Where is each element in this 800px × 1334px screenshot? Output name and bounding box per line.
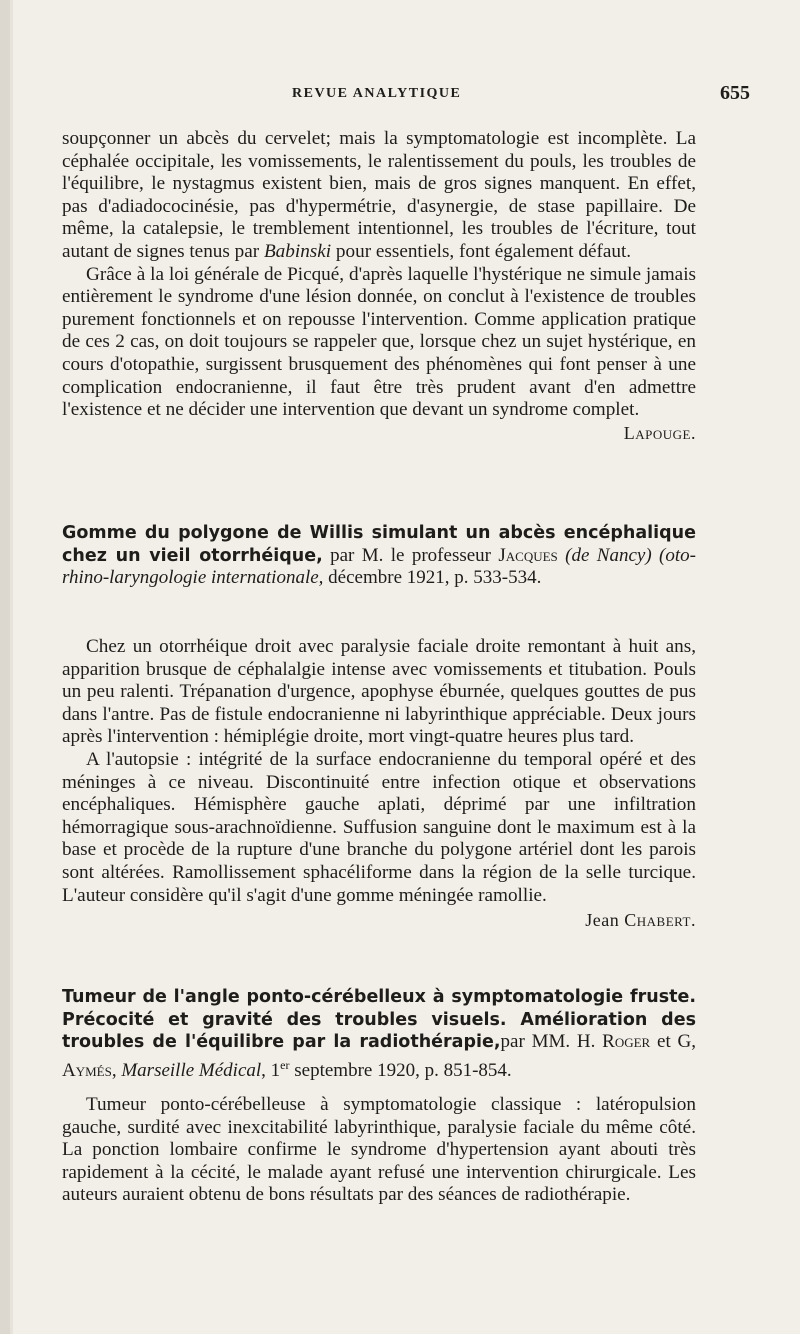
paragraph: A l'autopsie : intégrité de la surface endocranienne du temporal opéré et des méninges à ce niveau. Discontinuité entre infection otique et observations encéphaliques. Hémisphère gauche aplati, déprimé par une infiltration hémorragique sous-arachnoïdienne. Suffusion sanguine dont le maximum est à la base et procède de la rupture d'une branche du polygone artériel dont les parois sont altérées. Ramollissement sphacéliforme dans la région de la selle turcique. L'auteur considère qu'il s'agit d'une gomme méningée ramollie. <box>62 748 696 906</box>
page-number: 655 <box>720 82 750 104</box>
journal-name: (oto-rhino-laryngologie internationale, <box>62 544 696 589</box>
author-signature: Lapouge. <box>623 422 696 443</box>
publication-date: septembre 1920, p. 851-854. <box>289 1059 512 1081</box>
author-name: Jacques <box>498 544 558 566</box>
article-body <box>62 636 696 932</box>
article-body <box>62 1094 696 1207</box>
paragraph: soupçonner un abcès du cervelet; mais la symptomatologie est incomplète. La céphalée occipitale, les vomissements, le ralentissement du pouls, les troubles de l'équilibre, le nystagmus existent bien, mais de gros signes manquent. En effet, pas d'adiadococinésie, pas d'hypermétrie, d'asynergie, de stase papillaire. De même, la catalepsie, le tremblement intentionnel, les troubles de l'écriture, tout autant de signes tenus par Babinski pour essentiels, font également défaut. <box>62 128 696 262</box>
journal-name: Marseille Médical <box>121 1059 262 1081</box>
paragraph: Tumeur ponto-cérébelleuse à symptomatologie classique : latéropulsion gauche, surdité avec inexcitabilité labyrinthique, paralysie faciale du même côté. La ponction lombaire confirme le syndrome d'hypertension ayant abouti très rapidement à la cécité, le malade ayant refusé une intervention chirurgicale. Les auteurs auraient obtenu de bons résultats par des séances de radiothérapie. <box>62 1094 696 1206</box>
paragraph: Chez un otorrhéique droit avec paralysie faciale droite remontant à huit ans, apparition brusque de céphalalgie intense avec vomissements et titubation. Pouls un peu ralenti. Trépanation d'urgence, apophyse éburnée, quelques gouttes de pus dans l'antre. Pas de fistule endocranienne ni labyrinthique appréciable. Deux jours après l'intervention : hémiplégie droite, mort vingt-quatre heures plus tard. <box>62 636 696 748</box>
person-name: Babinski <box>263 240 332 262</box>
page-edge-inner <box>10 0 13 1334</box>
article-title-text: Gomme du polygone de Willis simulant un abcès encéphalique chez un vieil otorrhéique, <box>62 523 696 566</box>
article-title: Tumeur de l'angle ponto-cérébelleux à symptomatologie fruste. Précocité et gravité des troubles visuels. Amélioration des troubles de l'équilibre par la radiothérapie,par MM. H. Roger et G, Aymés, Marseille Médical, 1er septembre 1920, p. 851-854. <box>62 987 696 1081</box>
article-title-text: Tumeur de l'angle ponto-cérébelleux à symptomatologie fruste. Précocité et gravité des troubles visuels. Amélioration des troubles de l'équilibre par la radiothérapie, <box>62 987 696 1053</box>
publication-date: décembre 1921, p. 533-534. <box>323 567 542 589</box>
section-continuation <box>62 128 696 444</box>
running-header <box>62 82 750 106</box>
page-edge <box>0 0 10 1334</box>
author-name: Roger <box>602 1031 651 1053</box>
article-title: Gomme du polygone de Willis simulant un abcès encéphalique chez un vieil otorrhéique, par M. le professeur Jacques (de Nancy) (oto-rhino-laryngologie internationale, décembre 1921, p. 533-534. <box>62 523 696 589</box>
author-name: Aymés <box>62 1059 112 1081</box>
author-signature: Jean Chabert. <box>585 910 696 931</box>
running-title: REVUE ANALYTIQUE <box>292 86 462 101</box>
paragraph: Grâce à la loi générale de Picqué, d'après laquelle l'hystérique ne simule jamais entièrement le syndrome d'une lésion donnée, on conclut à l'existence de troubles purement fonctionnels et on repousse l'intervention. Comme application pratique de ces 2 cas, on doit toujours se rappeler que, lorsque chez un sujet hystérique, en cours d'otopathie, surgissent brusquement des phénomènes qui font penser à une complication endocranienne, il faut être très prudent avant d'en admettre l'existence et ne décider une intervention que devant un syndrome complet. <box>62 263 696 421</box>
